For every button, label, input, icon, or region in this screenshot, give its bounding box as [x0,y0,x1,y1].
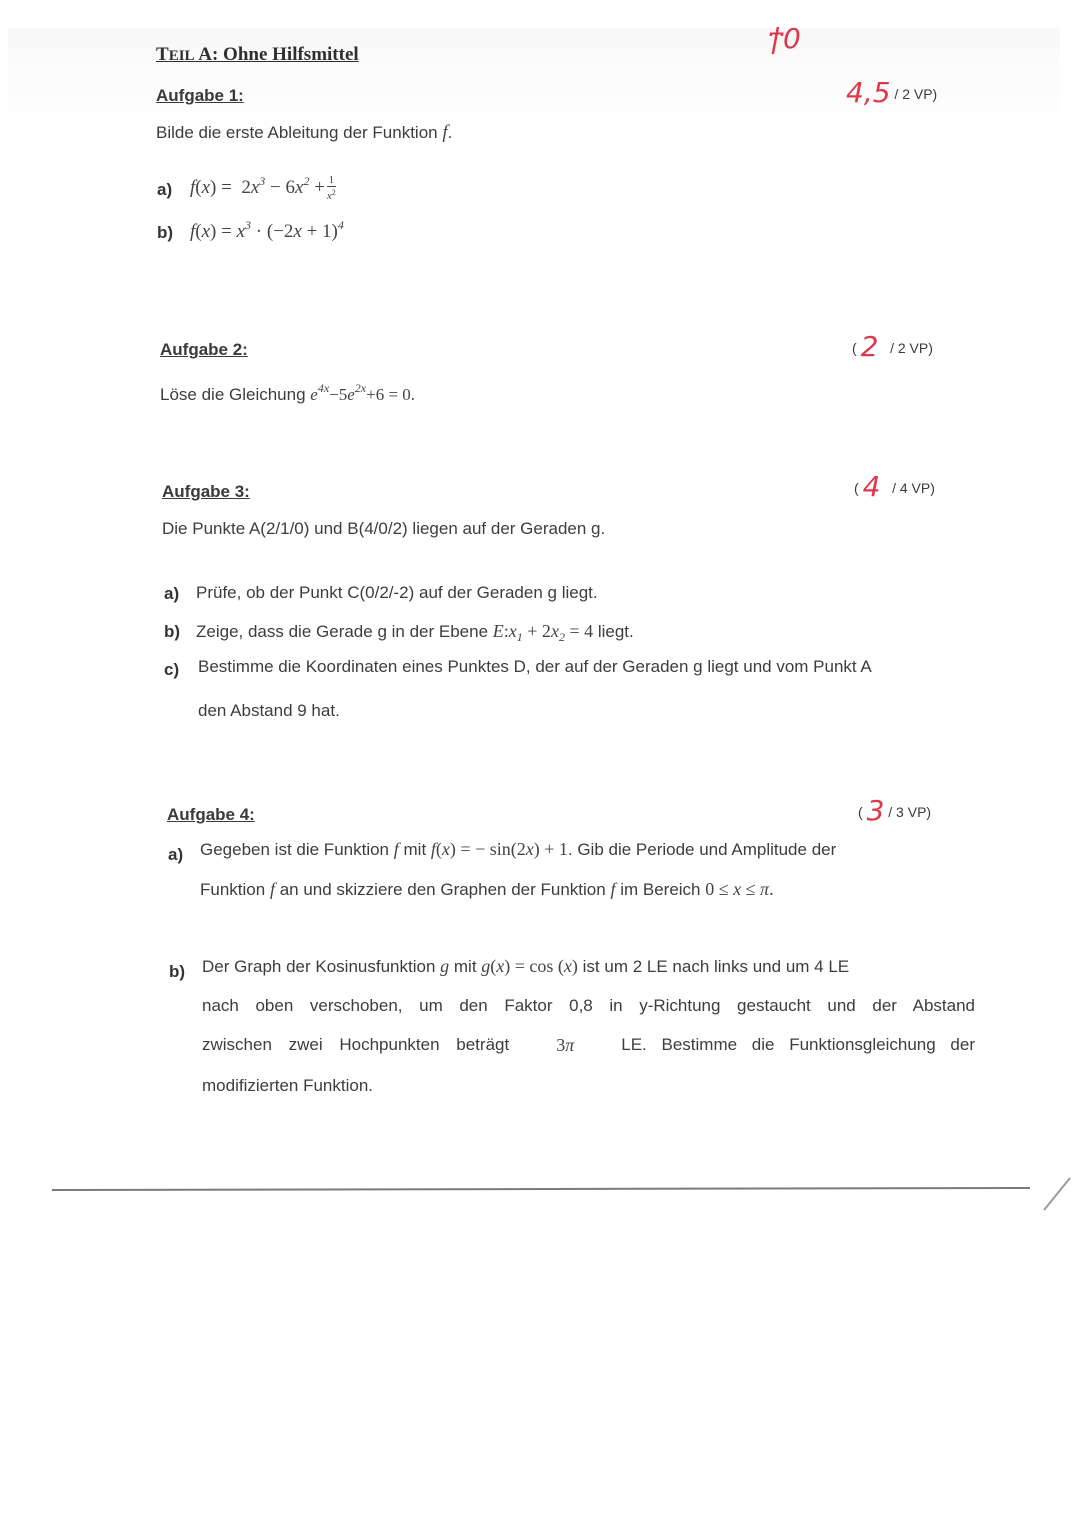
aufgabe-1a-label: a) [157,180,173,199]
aufgabe-4-score-handwritten: 3 [866,794,885,827]
bottom-rule [52,1187,1030,1191]
heading-prefix-rest: EIL [168,48,195,64]
aufgabe-3c-line1: Bestimme die Koordinaten eines Punktes D, der auf der Geraden g liegt und vom Punkt A [198,657,872,676]
aufgabe-4b-line3-text-1: zwischen zwei Hochpunkten beträgt [202,1035,510,1054]
aufgabe-4b-text-3: ist um 2 LE nach links und um 4 LE [582,957,850,976]
corner-stroke [1040,1172,1076,1216]
aufgabe-3a-label: a) [164,584,180,603]
aufgabe-4b-text-2: mit [453,957,477,976]
aufgabe-4a-text-1: Gegeben ist die Funktion [200,840,390,859]
aufgabe-1b-formula: $f(x) = x^3 \cdot (-2x + 1)^4$ [190,218,344,242]
aufgabe-2-score-max: / 2 VP) [890,340,933,356]
aufgabe-4a-line2 [200,878,774,901]
aufgabe-2-text-label: Löse die Gleichung [160,385,306,404]
aufgabe-1b-label: b) [157,223,174,242]
aufgabe-4a-text-2: mit [403,840,427,859]
aufgabe-3b-text-1: Zeige, dass die Gerade g in der Ebene [196,622,489,641]
aufgabe-3b-text-2: liegt. [597,622,634,641]
aufgabe-3b-text [196,620,634,648]
aufgabe-4a-text-4: Funktion [200,880,266,899]
aufgabe-2-title: Aufgabe 2: [160,340,248,359]
aufgabe-4-score-open: ( [858,804,863,820]
aufgabe-4b-g: g [440,956,450,976]
aufgabe-4-title: Aufgabe 4: [167,805,255,824]
aufgabe-2-equation: $e^{4x}-5e^{2x}+6 = 0$. [310,381,416,404]
aufgabe-1-intro-end: . [447,123,453,142]
aufgabe-4b-line1 [202,955,849,978]
aufgabe-3c-line2: den Abstand 9 hat. [198,701,340,720]
aufgabe-4b-line3-text-2: LE. Bestimme die Funktionsgleichung der [621,1035,975,1054]
aufgabe-4a-text-6: im Bereich [620,880,701,899]
aufgabe-4-score [858,794,931,827]
section-heading [156,44,359,66]
aufgabe-3-score-open: ( [854,480,859,496]
aufgabe-3-title: Aufgabe 3: [162,482,250,501]
aufgabe-3-score [854,470,935,503]
heading-prefix: T [156,44,169,65]
aufgabe-4b-text-1: Der Graph der Kosinusfunktion [202,957,436,976]
aufgabe-1-intro-var: f [442,122,448,143]
aufgabe-1-score [846,76,937,109]
aufgabe-4b-function: g(x) = cos (x) [481,956,578,976]
aufgabe-3a-text: Prüfe, ob der Punkt C(0/2/-2) auf der Geraden g liegt. [196,583,598,602]
aufgabe-4a-f2: f [269,879,275,899]
aufgabe-3-intro: Die Punkte A(2/1/0) und B(4/0/2) liegen auf der Geraden g. [162,519,606,538]
aufgabe-4b-3pi: 3π [556,1035,575,1055]
aufgabe-4a-f1: f [393,839,399,859]
aufgabe-2-score [852,330,933,363]
aufgabe-4b-line3 [202,1034,975,1056]
handwritten-top-mark: ϯ0 [768,22,801,55]
aufgabe-1-title: Aufgabe 1: [156,86,244,105]
aufgabe-2-text [160,377,415,406]
aufgabe-4b-line2: nach oben verschoben, um den Faktor 0,8 in y-Richtung gestaucht und der Abstand [202,996,975,1015]
aufgabe-1-score-max: / 2 VP) [894,86,938,102]
aufgabe-4a-function: f(x) = − sin(2x) + 1 [430,839,568,859]
aufgabe-3-score-max: / 4 VP) [892,480,935,496]
aufgabe-4a-range: 0 ≤ x ≤ π. [705,879,774,899]
aufgabe-4a-line1 [200,838,836,861]
aufgabe-4a-f3: f [610,879,616,899]
aufgabe-3b-plane: $E:x_1 + 2x_2 = 4$ [492,621,594,644]
aufgabe-4b-label: b) [169,962,186,981]
heading-rest: A: Ohne Hilfsmittel [194,44,359,65]
aufgabe-2-score-handwritten: 2 [860,330,879,363]
aufgabe-3b-label: b) [164,622,181,641]
aufgabe-1-intro-text: Bilde die erste Ableitung der Funktion [156,123,438,142]
aufgabe-1-intro [156,122,452,144]
aufgabe-4a-text-5: an und skizziere den Graphen der Funktion [279,880,606,899]
aufgabe-1-score-handwritten: 4,5 [846,76,891,109]
aufgabe-4-score-max: / 3 VP) [888,804,932,820]
aufgabe-4a-label: a) [168,845,184,864]
aufgabe-4a-text-3: . Gib die Periode und Amplitude der [567,840,837,859]
aufgabe-4b-line4: modifizierten Funktion. [202,1076,374,1095]
aufgabe-3-score-handwritten: 4 [862,470,881,503]
aufgabe-1a-formula: $f(x) = 2x^3 - 6x^2$ + $\frac{1}{x^2}$ [190,174,336,203]
aufgabe-2-score-open: ( [852,340,857,356]
aufgabe-3c-label: c) [164,660,180,679]
